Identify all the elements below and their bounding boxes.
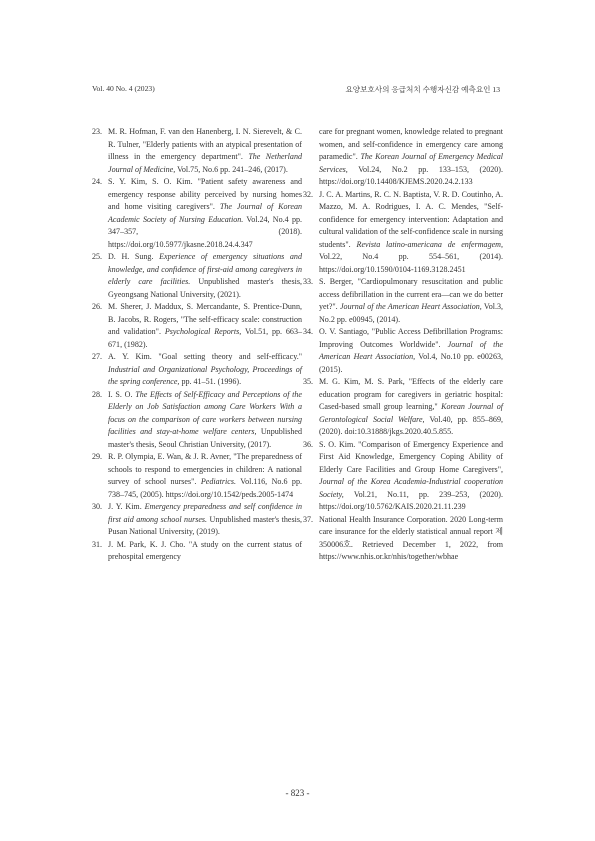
reference-number: 31. bbox=[92, 539, 103, 549]
reference-text bbox=[108, 501, 302, 539]
reference-entry bbox=[92, 539, 302, 564]
reference-number: 28. bbox=[92, 389, 103, 399]
reference-number: 35. bbox=[303, 377, 314, 386]
reference-number: 24. bbox=[92, 177, 103, 186]
reference-text-part: R. P. Olympia, E. Wan, & J. R. Avner, "The preparedness of schools to respond to emergencies in children: A national survey of school nurses". bbox=[108, 452, 302, 486]
reference-text bbox=[319, 439, 503, 514]
reference-text bbox=[319, 376, 503, 439]
reference-number: 30. bbox=[92, 502, 103, 511]
reference-entry bbox=[303, 189, 503, 277]
reference-source-italic: Journal of the American Heart Association, bbox=[319, 339, 503, 361]
reference-text-part: S. O. Kim. "Comparison of Emergency Experience and First Aid Knowledge, Emergency Coping Ability of Elderly Care Facilities and Group Home Caregivers", bbox=[319, 439, 503, 474]
reference-source-italic: Emergency preparedness and self confidence in first aid among school nurses. bbox=[108, 502, 302, 524]
reference-entry bbox=[92, 451, 302, 501]
reference-entry bbox=[303, 514, 503, 564]
reference-text-part: Vol.75, No.6 pp. 241–246, (2017). bbox=[175, 164, 288, 174]
reference-text-part: care for pregnant women, knowledge related to pregnant women, and self-confidence in emergency care among paramedic". bbox=[319, 127, 503, 161]
reference-text-part: M. Sherer, J. Maddux, S. Mercandante, S. Prentice-Dunn, B. Jacobs, R. Rogers, "The self-efficacy scale: construction and validation". bbox=[108, 302, 302, 336]
reference-text-part: Vol.22, No.4 pp. 554–561, (2014). https://doi.org/10.1590/0104-1169.3128.2451 bbox=[319, 252, 503, 274]
reference-entry bbox=[303, 276, 503, 326]
reference-text-part: J. C. A. Martins, R. C. N. Baptista, V. R. D. Coutinho, A. Mazzo, M. A. Rodrigues, I. A. C. Mendes, "Self-confidence for emergency intervention: Adaptation and cultural validation of the self-confidence scale in nursing students". bbox=[319, 189, 503, 249]
reference-source-italic: The Korean Journal of Emergency Medical Services, bbox=[319, 152, 503, 174]
reference-number: 26. bbox=[92, 302, 103, 311]
reference-number: 23. bbox=[92, 127, 103, 136]
running-header-volume: Vol. 40 No. 4 (2023) bbox=[92, 84, 155, 93]
reference-text bbox=[319, 326, 503, 376]
reference-text-part: Vol.24, No.2 pp. 133–153, (2020). https://doi.org/10.14408/KJEMS.2020.24.2.133 bbox=[319, 164, 503, 186]
reference-text bbox=[108, 351, 302, 389]
reference-entry bbox=[92, 501, 302, 539]
reference-text-part: S. Berger, "Cardiopulmonary resuscitation and public access defibrillation in the current era—can we do better yet?". bbox=[319, 277, 503, 311]
reference-number: 25. bbox=[92, 252, 103, 261]
reference-text bbox=[319, 189, 503, 277]
reference-text-part: Vol.24, No.4 pp. 347–357, (2018). https://doi.org/10.5977/jkasne.2018.24.4.347 bbox=[108, 214, 302, 249]
reference-text bbox=[108, 539, 302, 564]
reference-entry bbox=[303, 439, 503, 514]
reference-entry bbox=[92, 251, 302, 301]
reference-source-italic: Pediatrics. bbox=[200, 477, 236, 486]
reference-text-part: A. Y. Kim. "Goal setting theory and self-efficacy." bbox=[108, 352, 302, 361]
reference-text bbox=[108, 301, 302, 351]
reference-text bbox=[319, 276, 503, 326]
reference-text bbox=[319, 514, 503, 564]
reference-source-italic: Psychological Reports, bbox=[164, 327, 242, 336]
reference-text-part: Unpublished master's thesis, Pusan National University, (2019). bbox=[108, 514, 302, 536]
reference-text-part: J. Y. Kim. bbox=[108, 502, 145, 511]
reference-source-italic: The Journal of Korean Academic Society of Nursing Education. bbox=[108, 202, 302, 224]
reference-source-italic: Industrial and Organizational Psychology, Proceedings of the spring conference, bbox=[108, 364, 302, 386]
reference-entry bbox=[92, 389, 302, 452]
reference-source-italic: The Netherland Journal of Medicine, bbox=[108, 152, 302, 174]
reference-source-italic: The Effects of Self-Efficacy and Perceptions of the Elderly on Job Satisfaction among Care Workers With a focus on the comparison of care workers between nursing facilities and stay-at-home welfare centers, bbox=[108, 389, 302, 436]
reference-text-part: Unpublished master's thesis, Gyeongsang National University, (2021). bbox=[108, 277, 302, 299]
reference-text-part: pp. 41–51. (1996). bbox=[179, 377, 242, 386]
reference-number: 36. bbox=[303, 439, 314, 449]
reference-text-part: Unpublished master's thesis, Seoul Christian University, (2017). bbox=[108, 427, 302, 449]
reference-text-part: I. S. O. bbox=[108, 389, 136, 399]
reference-text-part: M. G. Kim, M. S. Park, "Effects of the elderly care education program for caregivers in geriatric hospital: Cased-based small group learning," bbox=[319, 377, 503, 411]
reference-text bbox=[108, 251, 302, 301]
running-header-title: 요양보호사의 응급처치 수행자신감 예측요인 13 bbox=[345, 85, 500, 94]
reference-text bbox=[319, 126, 503, 189]
reference-text-part: Vol.40, pp. 855–869, (2020). doi:10.31888/jkgs.2020.40.5.855. bbox=[319, 414, 503, 436]
reference-source-italic: Journal of the Korea Academia-Industrial cooperation Society, bbox=[319, 477, 503, 499]
reference-source-italic: Experience of emergency situations and knowledge, and confidence of first-aid among caregivers in elderly care facilities. bbox=[108, 252, 302, 286]
reference-text-part: Vol.51, pp. 663–671, (1982). bbox=[108, 327, 302, 349]
reference-text-part: S. Y. Kim, S. O. Kim. "Patient safety awareness and emergency response ability perceived by nursing homes and home visiting caregivers". bbox=[108, 177, 302, 211]
reference-number: 34. bbox=[303, 327, 314, 336]
reference-number: 27. bbox=[92, 352, 103, 361]
reference-text-part: J. M. Park, K. J. Cho. "A study on the current status of prehospital emergency bbox=[108, 539, 302, 561]
reference-entry bbox=[303, 126, 503, 189]
references-column-left bbox=[92, 126, 302, 564]
reference-text-part: Vol.116, No.6 pp. 738–745, (2005). https://doi.org/10.1542/peds.2005-1474 bbox=[108, 477, 302, 499]
reference-text-part: D. H. Sung. bbox=[108, 252, 160, 261]
reference-text-part: National Health Insurance Corporation. 2020 Long-term care insurance for the elderly statistical annual report 제350006호. Retrieved December 1, 2022, from https://www.nhis.or.kr/nhis/together/wbhae bbox=[319, 514, 503, 561]
reference-entry bbox=[92, 301, 302, 351]
reference-text-part: Vol.21, No.11, pp. 239–253, (2020). https://doi.org/10.5762/KAIS.2020.21.11.239 bbox=[319, 489, 503, 511]
reference-text-part: M. R. Hofman, F. van den Hanenberg, I. N. Sierevelt, & C. R. Tulner, "Elderly patients with an atypical presentation of illness in the emergency department". bbox=[108, 127, 302, 161]
page-number: - 823 - bbox=[285, 788, 310, 798]
reference-source-italic: Journal of the American Heart Association, bbox=[339, 302, 482, 311]
reference-text bbox=[108, 389, 302, 452]
references-column-right bbox=[303, 126, 503, 564]
reference-number: 29. bbox=[92, 452, 103, 461]
reference-entry bbox=[92, 176, 302, 251]
reference-entry bbox=[92, 126, 302, 176]
reference-number: 37. bbox=[303, 514, 314, 524]
reference-text-part: O. V. Santiago, "Public Access Defibrillation Programs: Improving Outcomes Worldwide". bbox=[319, 327, 503, 349]
reference-entry bbox=[303, 326, 503, 376]
reference-source-italic: Korean Journal of Gerontological Social Welfare, bbox=[319, 402, 503, 424]
reference-text-part: Vol.3, No.2 pp. e00945, (2014). bbox=[319, 302, 504, 324]
reference-text bbox=[108, 451, 302, 501]
reference-text-part: Vol.4, No.10 pp. e00263, (2015). bbox=[319, 352, 503, 374]
reference-entry bbox=[303, 376, 503, 439]
reference-number: 33. bbox=[303, 277, 314, 286]
reference-text bbox=[108, 126, 302, 176]
reference-entry bbox=[92, 351, 302, 389]
reference-text bbox=[108, 176, 302, 251]
reference-source-italic: Revista latino-americana de enfermagem, bbox=[356, 239, 504, 249]
reference-number: 32. bbox=[303, 189, 314, 199]
